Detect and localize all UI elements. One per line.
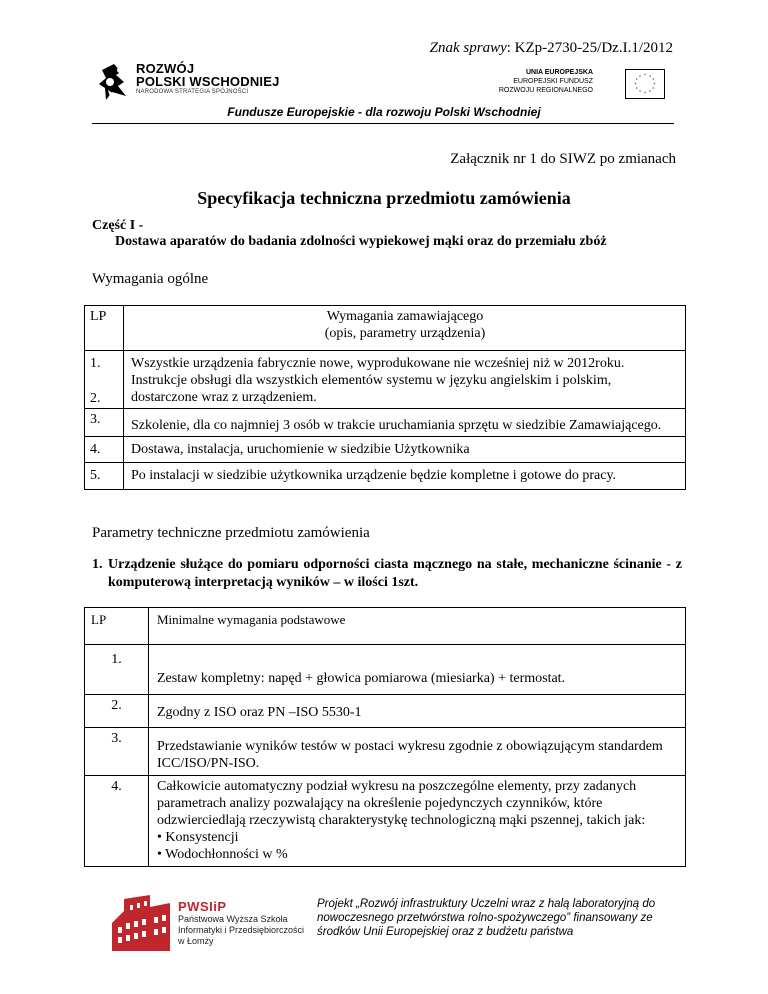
page-title: Specyfikacja techniczna przedmiotu zamówienia <box>197 188 571 208</box>
svg-text:*: * <box>652 77 655 83</box>
part-label: Część I - <box>92 218 144 233</box>
list-item: • Konsystencji <box>157 830 239 845</box>
annex-label: Załącznik nr 1 do SIWZ po zmianach <box>450 151 676 167</box>
table-row: 3. Przedstawianie wyników testów w postaci wykresu zgodnie z obowiązującym standardem ICC/ISO/PN-ISO. <box>85 728 686 776</box>
table-header-row <box>85 608 686 645</box>
eu-flag-icon <box>625 69 665 99</box>
eu-line1: UNIA EUROPEJSKA <box>525 69 593 76</box>
project-note: Projekt „Rozwój infrastruktury Uczelni wraz z halą laboratoryjną do nowoczesnego przetwórstwa rolno-spożywczego” finansowany ze środków Unii Europejskiej oraz z budżetu państwa <box>317 898 656 938</box>
general-requirements-table <box>84 305 686 490</box>
eu-line2: EUROPEJSKI FUNDUSZ <box>513 78 593 85</box>
table-header-row <box>85 306 686 351</box>
svg-text:*: * <box>639 74 641 80</box>
table-row: 4. Całkowicie automatyczny podział wykresu na poszczególne elementy, przy zadanych parametrach analizy pozwalający na określenie pojedynczych czynników, które odzwierciedlają rzeczywistą charakterystykę technologiczną mąki pszennej, takich jak: • Konsystencji • Wodochłonności w % <box>85 776 686 867</box>
svg-text:*: * <box>635 86 638 92</box>
device-requirements-table <box>84 607 686 867</box>
svg-text:*: * <box>644 73 646 78</box>
svg-text:*: * <box>644 91 646 96</box>
table-row: 1. Zestaw kompletny: napęd + głowica pomiarowa (miesiarka) + termostat. <box>85 645 686 695</box>
svg-text:*: * <box>649 74 651 80</box>
header-divider <box>92 123 674 124</box>
pwsiip-name: PWSIiP <box>178 899 227 914</box>
logo-line1: ROZWÓJ <box>136 61 195 76</box>
svg-text:*: * <box>649 89 651 95</box>
table-row: 3. Szkolenie, dla co najmniej 3 osób w trakcie uruchamiania sprzętu w siedzibie Zamawiającego. <box>85 409 686 437</box>
col-req-header: Wymagania zamawiającego (opis, parametry urządzenia) <box>124 306 686 351</box>
logo-line2: POLSKI WSCHODNIEJ <box>136 74 280 89</box>
svg-text:*: * <box>652 86 655 92</box>
logo-eu <box>485 68 665 102</box>
table-row: 2. Zgodny z ISO oraz PN –ISO 5530-1 <box>85 695 686 728</box>
device-heading: 1. Urządzenie służące do pomiaru odporności ciasta mącznego na stałe, mechaniczne ścinanie - z komputerową interpretacją wyników – w ilości 1szt. <box>92 557 682 590</box>
eu-line3: ROZWOJU REGIONALNEGO <box>498 87 593 94</box>
general-heading: Wymagania ogólne <box>92 271 209 287</box>
logo-rozwoj-polski-wschodniej <box>96 62 336 106</box>
list-item: • Wodochłonności w % <box>157 847 288 862</box>
logo-line3: NARODOWA STRATEGIA SPÓJNOŚCI <box>136 89 249 95</box>
svg-text:*: * <box>635 77 638 83</box>
col-lp-header: LP <box>85 608 149 645</box>
svg-text:*: * <box>639 89 641 95</box>
tagline: Fundusze Europejskie - dla rozwoju Polski Wschodniej <box>227 105 541 119</box>
table-row: 1. 2. Wszystkie urządzenia fabrycznie nowe, wyprodukowane nie wcześniej niż w 2012roku. Instrukcje obsługi dla wszystkich elementów systemu w języku angielskim i polskim, dostarczone wraz z urządzeniem. <box>85 351 686 409</box>
part-title: Dostawa aparatów do badania zdolności wypiekowej mąki oraz do przemiału zbóż <box>115 234 607 249</box>
col-req-header: Minimalne wymagania podstawowe <box>149 608 686 645</box>
logo-pwsiip: PWSIiP Państwowa Wyższa Szkoła Informatyki i Przedsiębiorczości w Łomży <box>110 893 330 965</box>
rpw-logo-icon <box>96 62 132 104</box>
svg-text:*: * <box>653 82 656 87</box>
col-lp-header: LP <box>85 306 124 351</box>
table-row: 4. Dostawa, instalacja, uruchomienie w siedzibie Użytkownika <box>85 437 686 463</box>
params-heading: Parametry techniczne przedmiotu zamówienia <box>92 525 370 541</box>
svg-text:*: * <box>634 82 637 87</box>
pwsiip-building-icon <box>110 893 174 955</box>
table-row: 5. Po instalacji w siedzibie użytkownika urządzenie będzie kompletne i gotowe do pracy. <box>85 463 686 490</box>
case-number: Znak sprawy: KZp-2730-25/Dz.I.1/2012 <box>429 40 673 56</box>
